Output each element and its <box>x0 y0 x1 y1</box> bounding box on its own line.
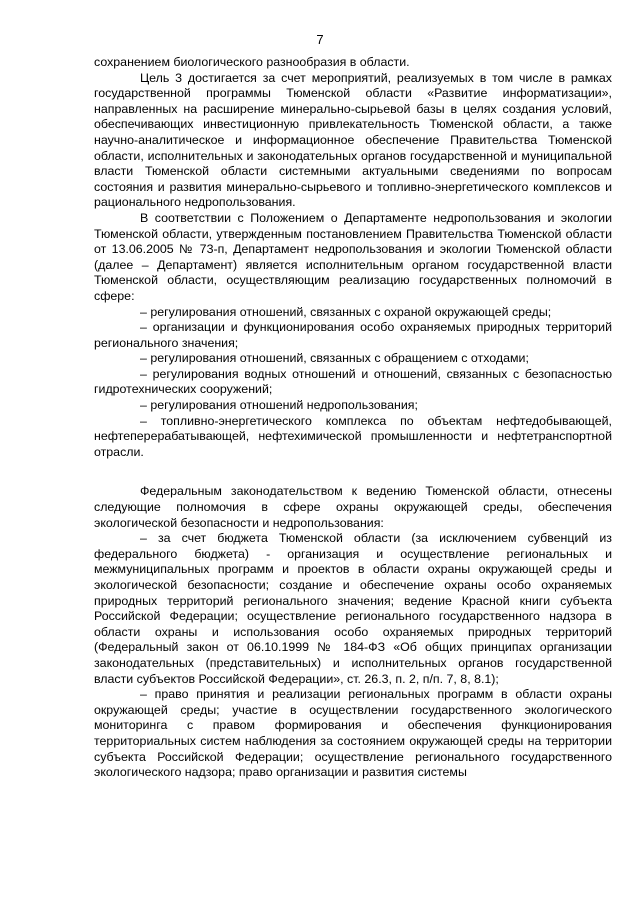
list-item-subsoil: – регулирования отношений недропользования; <box>140 398 418 413</box>
paragraph-continuation: сохранением биологического разнообразия в области. <box>94 55 410 69</box>
paragraph-department-regulation: В соответствии с Положением о Департаменте недропользования и экологии Тюменской области, утвержденным постановлением Правительства Тюменской области от 13.06.2005 № 73-п, Департамент недропользования и экологии Тюменской области (далее – Департамент) является исполнительным органом государственной власти Тюменской области, осуществляющим реализацию государственных полномочий в сфере: <box>94 210 612 303</box>
paragraph-goal-3: Цель 3 достигается за счет мероприятий, реализуемых в том числе в рамках государственной программы Тюменской области «Развитие информатизации», направленных на расширение минерально-сырьевой базы в целях создания условий, обеспечивающих инвестиционную привлекательность Тюменской области, а также научно-аналитическое и информационное обеспечение Правительства Тюменской области, исполнительных и законодательных органов государственной и муниципальной власти Тюменской области системными актуальными сведениями по вопросам состояния и развития минерально-сырьевого и топливно-энергетического комплексов и рационального недропользования. <box>94 70 612 210</box>
list-item-regional-budget: – за счет бюджета Тюменской области (за исключением субвенций из федерального бюджета) - организация и осуществление региональных и межмуниципальных программ и проектов в области охраны окружающей среды и экологической безопасности; создание и обеспечение охраны особо охраняемых природных территорий регионального значения; ведение Красной книги субъекта Российской Федерации; осуществление регионального государственного надзора в области охраны и использования особо охраняемых природных территорий (Федеральный закон от 06.10.1999 № 184-ФЗ «Об общих принципах организации законодательных (представительных) и исполнительных органов государственной власти субъектов Российской Федерации», ст. 26.3, п. 2, п/п. 7, 8, 8.1); <box>94 531 612 686</box>
list-item-fuel-energy: – топливно-энергетического комплекса по объектам нефтедобывающей, нефтеперерабатывающей, нефтехимической промышленности и нефтетранспортной отрасли. <box>94 413 612 459</box>
paragraph-gap <box>94 460 612 484</box>
list-item-water: – регулирования водных отношений и отношений, связанных с безопасностью гидротехнических сооружений; <box>94 366 612 397</box>
page-number: 7 <box>316 32 324 47</box>
list-item-waste: – регулирования отношений, связанных с обращением с отходами; <box>140 351 529 366</box>
list-item-protected-areas: – организации и функционирования особо охраняемых природных территорий регионального значения; <box>94 320 612 350</box>
paragraph-federal-legislation: Федеральным законодательством к ведению Тюменской области, отнесены следующие полномочия в сфере охраны окружающей среды, обеспечения экологической безопасности и недропользования: <box>94 484 612 530</box>
list-item-regional-programs: – право принятия и реализации региональных программ в области охраны окружающей среды; участие в осуществлении государственного экологического мониторинга с правом формирования и обеспечения функционирования территориальных систем наблюдения за состоянием окружающей среды на территории субъекта Российской Федерации; осуществление регионального государственного экологического надзора; право организации и развития системы <box>94 687 612 780</box>
list-item-environment: – регулирования отношений, связанных с охраной окружающей среды; <box>140 304 552 319</box>
document-body <box>94 55 612 781</box>
